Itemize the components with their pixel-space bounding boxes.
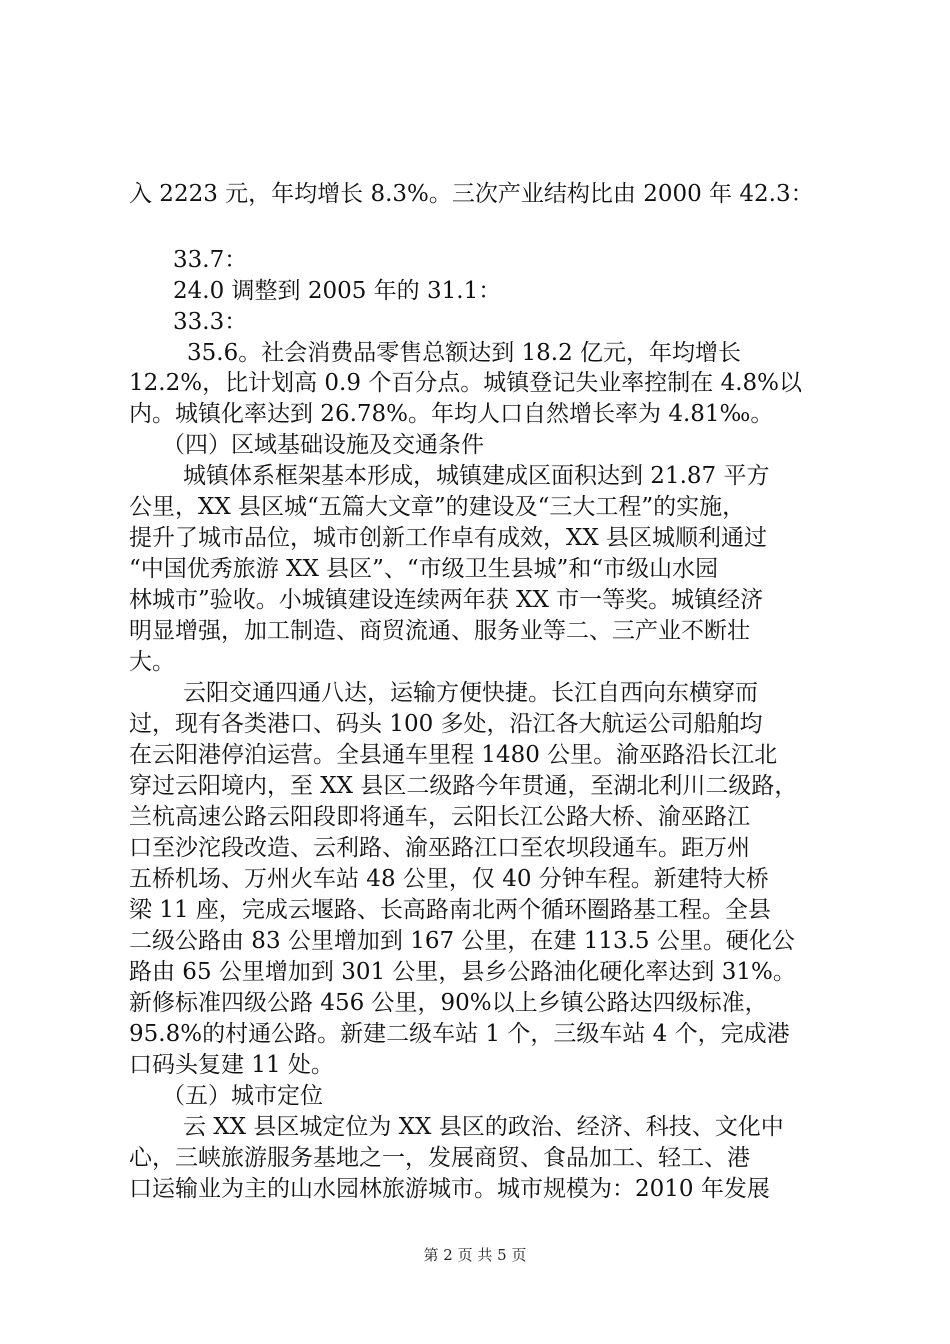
text-line: 12.2%，比计划高 0.9 个百分点。城镇登记失业率控制在 4.8%以: [129, 370, 803, 396]
text-line: 路由 65 公里增加到 301 公里，县乡公路油化硬化率达到 31%。: [129, 959, 796, 985]
text-line: 公里，XX 县区城“五篇大文章”的建设及“三大工程”的实施，: [129, 494, 746, 520]
text-line: 在云阳港停泊运营。全县通车里程 1480 公里。渝巫路沿长江北: [129, 742, 778, 768]
text-line: 过，现有各类港口、码头 100 多处，沿江各大航运公司船舶均: [129, 711, 763, 737]
text-line: 33.7：: [173, 247, 248, 273]
text-line: 口码头复建 11 处。: [129, 1052, 334, 1078]
text-line: 新修标准四级公路 456 公里，90%以上乡镇公路达四级标准，: [129, 990, 768, 1016]
text-line: 穿过云阳境内，至 XX 县区二级路今年贯通，至湖北利川二级路，: [129, 773, 798, 799]
text-line: 内。城镇化率达到 26.78%。年均人口自然增长率为 4.81‰。: [129, 401, 774, 427]
text-line: 梁 11 座，完成云堰路、长高路南北两个循环圈路基工程。全县: [129, 897, 771, 923]
text-line: 林城市”验收。小城镇建设连续两年获 XX 市一等奖。城镇经济: [129, 587, 764, 613]
text-line: 二级公路由 83 公里增加到 167 公里，在建 113.5 公里。硬化公: [129, 928, 795, 954]
text-line: 城镇体系框架基本形成，城镇建成区面积达到 21.87 平方: [183, 463, 770, 489]
text-line: 心，三峡旅游服务基地之一，发展商贸、食品加工、轻工、港: [129, 1145, 750, 1171]
text-line: 口运输业为主的山水园林旅游城市。城市规模为：2010 年发展: [129, 1176, 770, 1202]
text-line: 提升了城市品位，城市创新工作卓有成效，XX 县区城顺利通过: [129, 525, 768, 551]
text-line: 兰杭高速公路云阳段即将通车，云阳长江公路大桥、渝巫路江: [129, 804, 750, 830]
text-line: 口至沙沱段改造、云利路、渝巫路江口至农坝段通车。距万州: [129, 835, 750, 861]
text-line: 35.6。社会消费品零售总额达到 18.2 亿元，年均增长: [187, 340, 742, 366]
text-line: 95.8%的村通公路。新建二级车站 1 个，三级车站 4 个，完成港: [129, 1021, 790, 1047]
text-line: 五桥机场、万州火车站 48 公里，仅 40 分钟车程。新建特大桥: [129, 866, 769, 892]
text-line: 云阳交通四通八达，运输方便快捷。长江自西向东横穿而: [183, 680, 758, 706]
text-line: （五）城市定位: [162, 1083, 323, 1109]
text-line: 明显增强，加工制造、商贸流通、服务业等二、三产业不断壮: [129, 618, 750, 644]
text-line: 33.3：: [173, 309, 248, 335]
text-line: 入 2223 元，年均增长 8.3%。三次产业结构比由 2000 年 42.3：: [129, 181, 814, 207]
text-line: 云 XX 县区城定位为 XX 县区的政治、经济、科技、文化中: [183, 1114, 784, 1140]
page-footer: 第 2 页 共 5 页: [423, 1246, 527, 1264]
text-line: （四）区域基础设施及交通条件: [162, 432, 484, 458]
text-line: 24.0 调整到 2005 年的 31.1：: [173, 278, 502, 304]
text-line: 大。: [129, 649, 175, 675]
text-line: “中国优秀旅游 XX 县区”、“市级卫生县城”和“市级山水园: [129, 556, 719, 582]
